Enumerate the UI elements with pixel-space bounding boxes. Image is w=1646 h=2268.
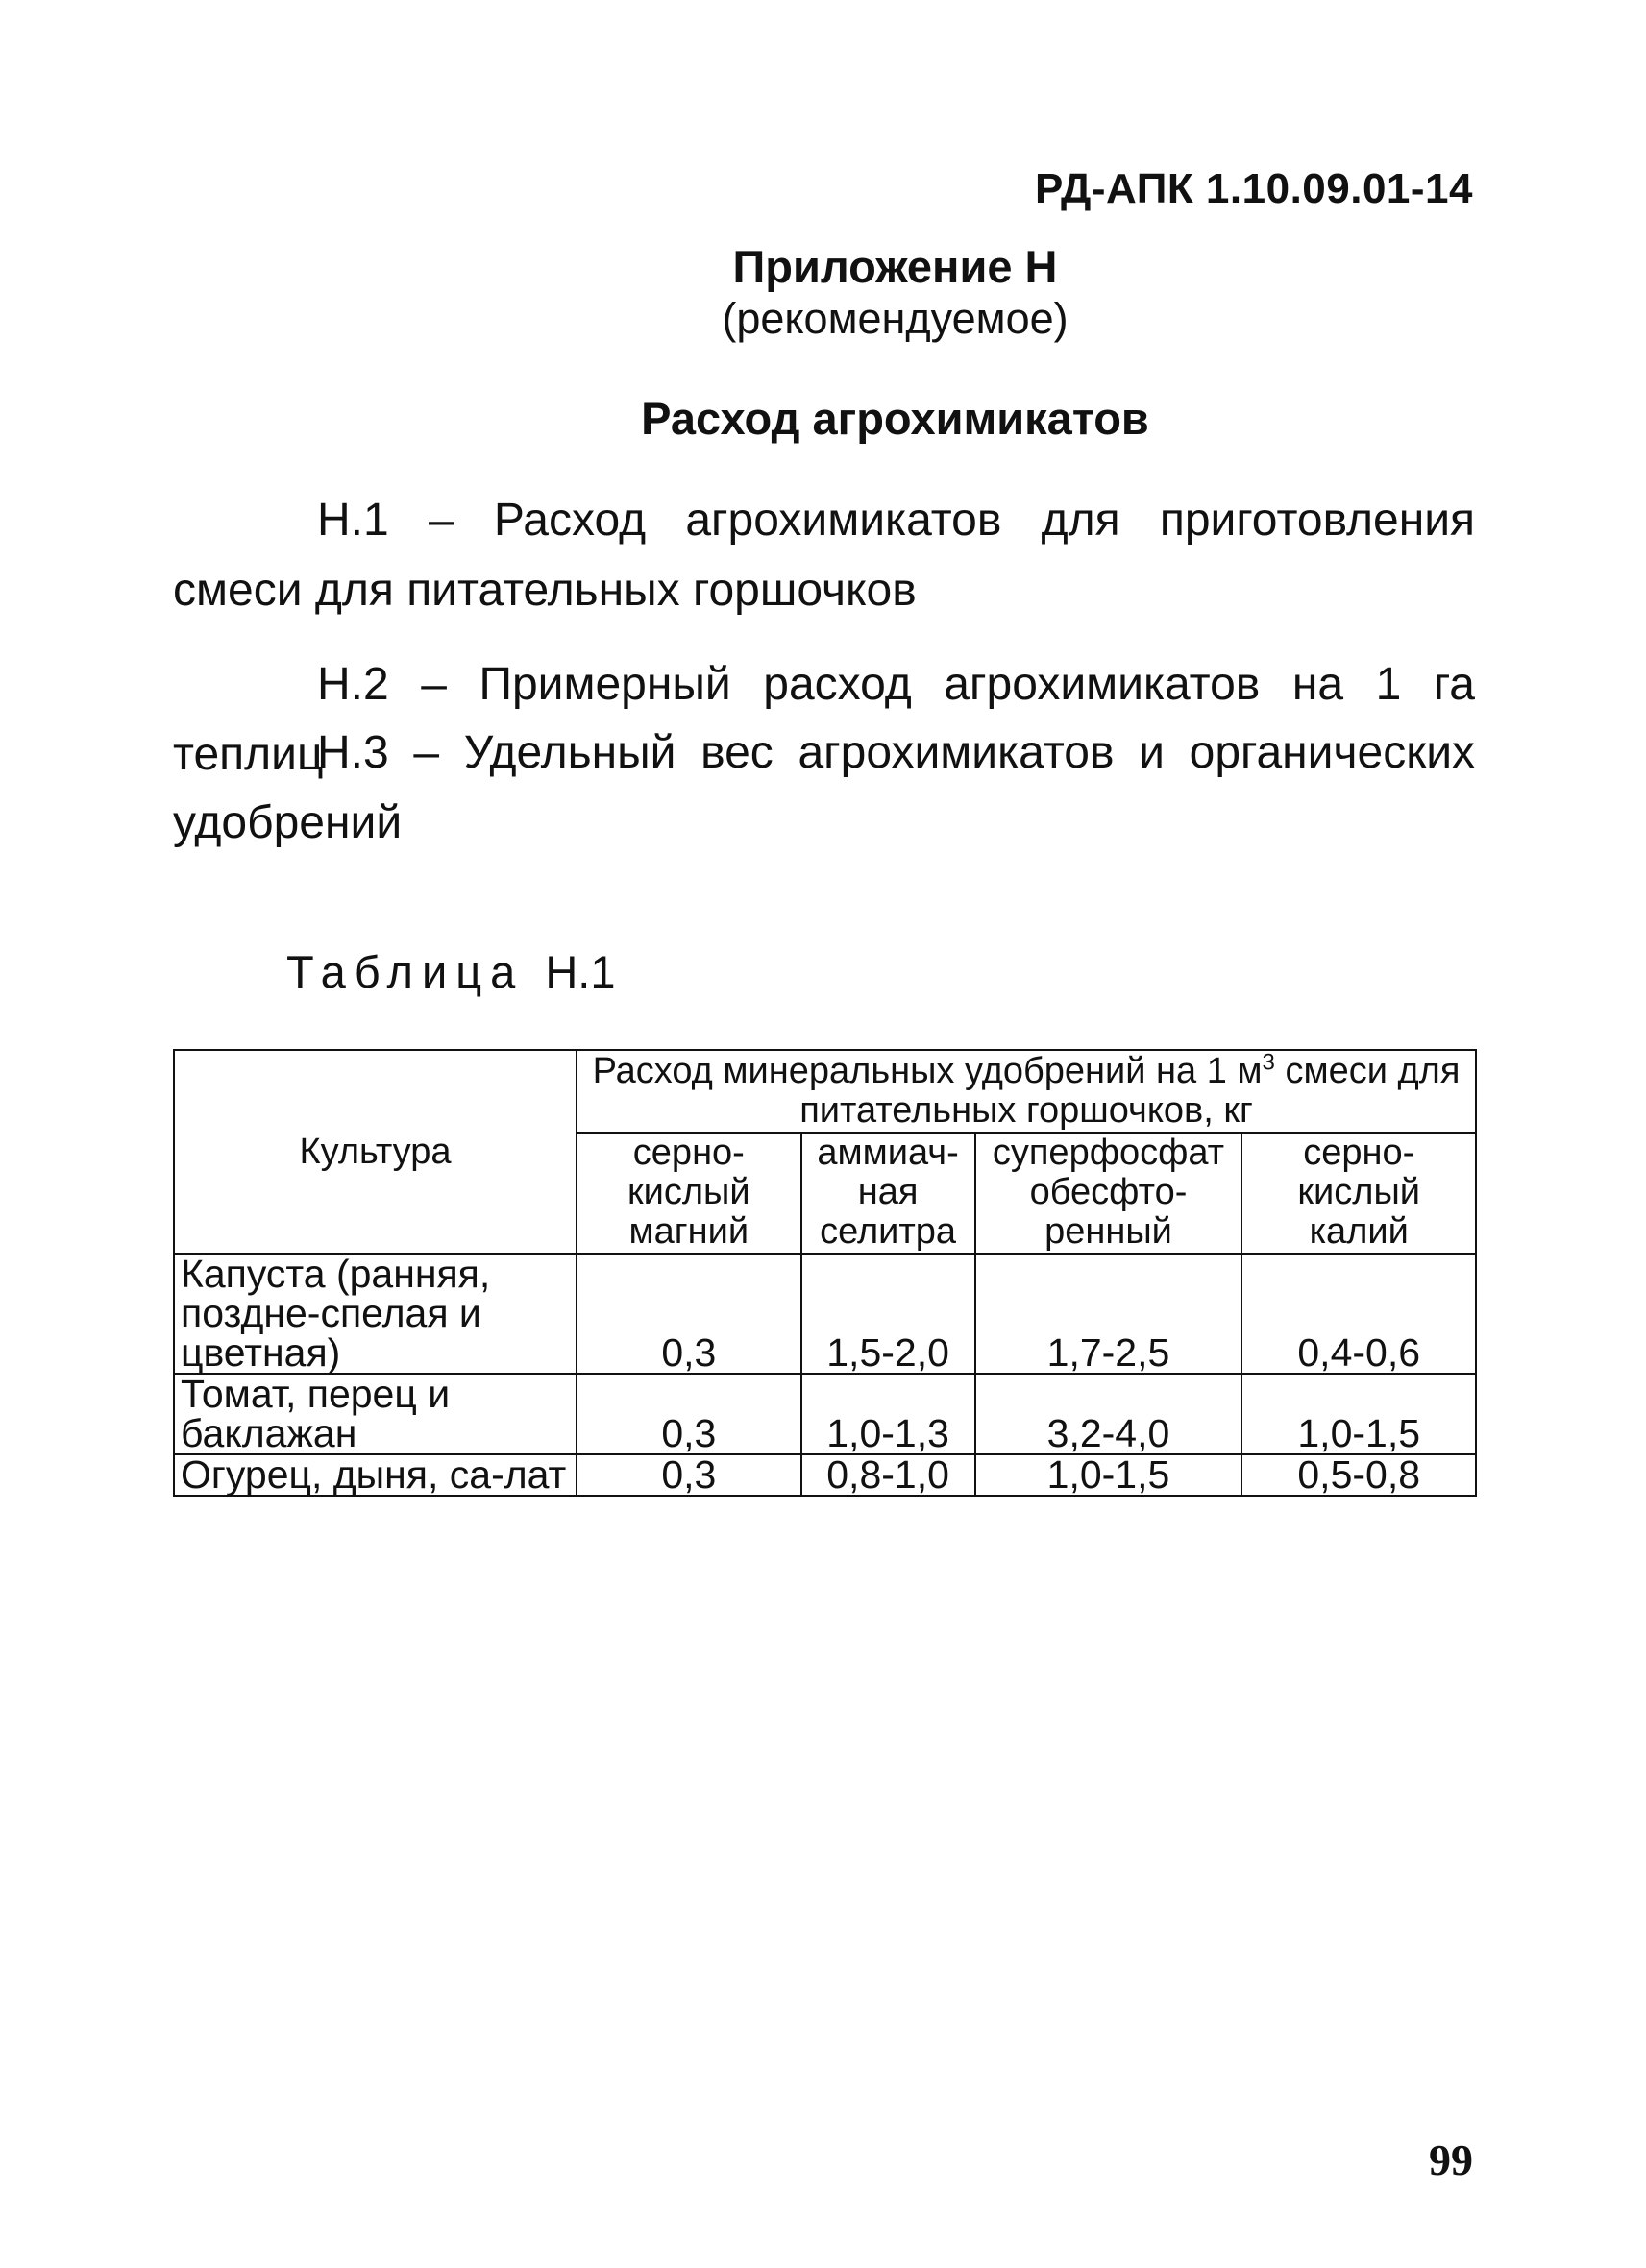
paragraph-h2-text: Н.2 – Примерный расход агрохимикатов на 1 га теплиц (173, 659, 1475, 780)
row-value: 0,3 (577, 1454, 801, 1496)
header-culture: Культура (174, 1050, 577, 1254)
row-value: 3,2-4,0 (975, 1374, 1242, 1454)
paragraph-h1 (173, 485, 1475, 625)
table-caption-number: Н.1 (545, 946, 616, 997)
row-culture: Томат, перец и баклажан (174, 1374, 577, 1454)
header-col-ammonium: аммиач-ная селитра (801, 1133, 975, 1254)
table-row (174, 1374, 1476, 1454)
row-value: 0,4-0,6 (1241, 1254, 1476, 1374)
row-value: 1,5-2,0 (801, 1254, 975, 1374)
row-value: 1,0-1,3 (801, 1374, 975, 1454)
section-title: Расход агрохимикатов (641, 393, 1149, 444)
paragraph-h3 (173, 718, 1475, 858)
header-group-text: Расход минеральных удобрений на 1 м (592, 1051, 1263, 1091)
header-col-potassium: серно-кислый калий (1241, 1133, 1476, 1254)
row-culture: Капуста (ранняя, поздне-спелая и цветная) (174, 1254, 577, 1374)
row-value: 0,3 (577, 1254, 801, 1374)
header-col-superphosphate: суперфосфат обесфто-ренный (975, 1133, 1242, 1254)
row-value: 0,8-1,0 (801, 1454, 975, 1496)
table-caption-word: Таблица (286, 946, 525, 997)
row-value: 1,0-1,5 (1241, 1374, 1476, 1454)
header-col-magnesium: серно-кислый магний (577, 1133, 801, 1254)
header-group-sup: 3 (1262, 1049, 1275, 1076)
table-caption (286, 945, 616, 998)
document-code: РД-АПК 1.10.09.01-14 (1034, 165, 1473, 212)
header-group-text-end: смеси для питательных горшочков, кг (799, 1051, 1461, 1131)
paragraph-h3-text: Н.3 – Удельный вес агрохимикатов и органических удобрений (173, 727, 1475, 848)
fertilizer-table (173, 1049, 1477, 1497)
paragraph-h1-text: Н.1 – Расход агрохимикатов для приготовления смеси для питательных горшочков (173, 495, 1475, 616)
table-header-row (174, 1050, 1476, 1133)
row-value: 1,7-2,5 (975, 1254, 1242, 1374)
row-value: 0,5-0,8 (1241, 1454, 1476, 1496)
appendix-title: Приложение Н (732, 241, 1058, 292)
row-value: 0,3 (577, 1374, 801, 1454)
row-value: 1,0-1,5 (975, 1454, 1242, 1496)
table-row (174, 1454, 1476, 1496)
header-group (577, 1050, 1476, 1133)
page-number: 99 (1429, 2135, 1473, 2184)
table-row (174, 1254, 1476, 1374)
appendix-subtitle: (рекомендуемое) (722, 294, 1069, 343)
row-culture: Огурец, дыня, са-лат (174, 1454, 577, 1496)
